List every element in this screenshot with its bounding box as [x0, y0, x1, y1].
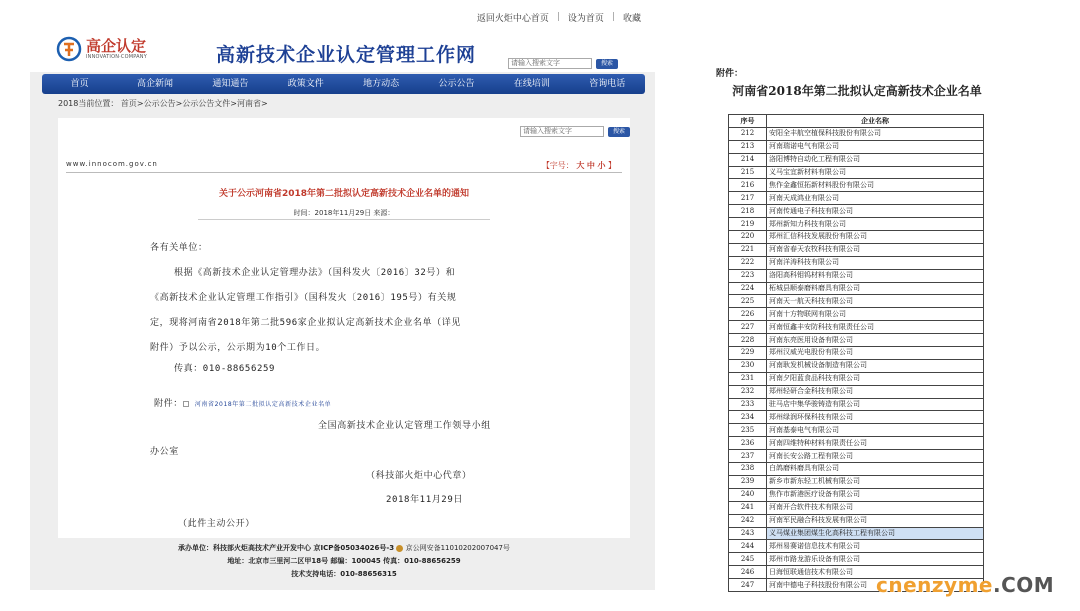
divider: [66, 172, 622, 173]
table-row: [729, 295, 984, 308]
table-row: [729, 205, 984, 218]
table-row: [729, 140, 984, 153]
fax-number: 传真：010-88656259: [174, 364, 276, 374]
site-footer: [58, 538, 630, 590]
website-screenshot: [30, 6, 655, 590]
table-row: [729, 308, 984, 321]
company-name: 洛阳博特自动化工程有限公司: [767, 153, 984, 166]
table-row: [729, 385, 984, 398]
content-search: [520, 126, 630, 137]
breadcrumb: 2018当前位置： 首页>公示公告>公示公告文件>河南省>: [58, 99, 268, 108]
document-title: 河南省2018年第二批拟认定高新技术企业名单: [732, 84, 982, 98]
image-icon: [183, 401, 189, 407]
row-number: 216: [729, 179, 767, 192]
row-number: 220: [729, 231, 767, 244]
logo-text: 高企认定: [86, 36, 147, 55]
table-row: [729, 347, 984, 360]
footer-line: 承办单位：科技部火炬高技术产业开发中心 京ICP备05034026号-3 京公网安备11010202007047号: [178, 544, 510, 552]
row-number: 230: [729, 359, 767, 372]
police-badge-icon: [396, 545, 403, 552]
company-name: 焦作市新港医疗设备有限公司: [767, 488, 984, 501]
table-row: [729, 192, 984, 205]
article-url: www.innocom.gov.cn: [66, 160, 158, 168]
font-size-large[interactable]: 大: [576, 161, 585, 170]
table-row: [729, 501, 984, 514]
attachment-label: 附件：: [716, 69, 744, 79]
row-number: 224: [729, 282, 767, 295]
header-search-button[interactable]: 搜索: [596, 59, 618, 69]
table-row: [729, 321, 984, 334]
company-name: 河南天一航天科技有限公司: [767, 295, 984, 308]
company-name: 河南夕阳蓝食品科技有限公司: [767, 372, 984, 385]
row-number: 218: [729, 205, 767, 218]
company-list-table: [728, 114, 984, 592]
header-search-input[interactable]: 请输入搜索文字: [508, 58, 592, 69]
signature-date: 2018年11月29日: [386, 495, 463, 505]
article-title: 关于公示河南省2018年第二批拟认定高新技术企业名单的通知: [218, 189, 470, 199]
font-size-control: 【字号： 大 中 小 】: [541, 161, 616, 170]
table-row: [729, 463, 984, 476]
company-name: 河南恒鑫丰安防科技有限责任公司: [767, 321, 984, 334]
company-name: 义马煤业集团煤生化高科技工程有限公司: [767, 527, 984, 540]
table-row: [729, 359, 984, 372]
bookmark-link[interactable]: 收藏: [622, 13, 641, 24]
body-paragraph: 定，现将河南省2018年第二批596家企业拟认定高新技术企业名单（详见: [150, 318, 461, 328]
company-name: 河南传通电子科技有限公司: [767, 205, 984, 218]
row-number: 243: [729, 527, 767, 540]
row-number: 239: [729, 475, 767, 488]
content-search-button[interactable]: 搜索: [608, 127, 630, 137]
nav-item-notices[interactable]: 通知通告: [212, 79, 249, 89]
set-homepage-link[interactable]: 设为首页: [567, 13, 604, 24]
table-row: [729, 243, 984, 256]
nav-item-policies[interactable]: 政策文件: [287, 79, 324, 89]
table-row: [729, 437, 984, 450]
article-meta: 时间：2018年11月29日 来源：: [293, 209, 395, 217]
salutation: 各有关单位：: [150, 243, 208, 253]
company-name: 河南开合软件技术有限公司: [767, 501, 984, 514]
row-number: 227: [729, 321, 767, 334]
company-name: 安阳全丰航空植保科技股份有限公司: [767, 127, 984, 140]
table-row: [729, 540, 984, 553]
table-row: [729, 398, 984, 411]
nav-item-contact[interactable]: 咨询电话: [589, 79, 626, 89]
company-name: 河南瑞诺电气有限公司: [767, 140, 984, 153]
row-number: 212: [729, 127, 767, 140]
table-header-row: [729, 115, 984, 128]
row-number: 219: [729, 218, 767, 231]
site-header: [30, 28, 655, 72]
table-row: [729, 450, 984, 463]
table-row: [729, 514, 984, 527]
table-row: [729, 179, 984, 192]
table-row: [729, 553, 984, 566]
attachment-document: [712, 60, 1012, 600]
row-number: 232: [729, 385, 767, 398]
font-size-small[interactable]: 小: [597, 161, 606, 170]
company-name: 河南四维特种材料有限责任公司: [767, 437, 984, 450]
company-name: 河南省春天农牧科技有限公司: [767, 243, 984, 256]
site-title: 高新技术企业认定管理工作网: [216, 44, 477, 66]
row-number: 223: [729, 269, 767, 282]
divider: [198, 219, 490, 220]
company-name: 焦作金鑫恒拓新材料股份有限公司: [767, 179, 984, 192]
footer-line: 技术支持电话：010-88656315: [291, 570, 397, 578]
attachment-row: 附件： 河南省2018年第二批拟认定高新技术企业名单: [154, 399, 332, 409]
company-name: 河南洋涛科技有限公司: [767, 256, 984, 269]
site-logo[interactable]: [56, 36, 147, 62]
row-number: 231: [729, 372, 767, 385]
company-name: 驻马店中集华骏铸造有限公司: [767, 398, 984, 411]
content-area: [58, 118, 630, 538]
attachment-link[interactable]: 河南省2018年第二批拟认定高新技术企业名单: [194, 401, 332, 408]
row-number: 225: [729, 295, 767, 308]
company-name: 河南十方物联网有限公司: [767, 308, 984, 321]
table-row: [729, 127, 984, 140]
table-row: [729, 372, 984, 385]
row-number: 221: [729, 243, 767, 256]
nav-item-home[interactable]: 首页: [70, 79, 89, 89]
font-size-medium[interactable]: 中: [586, 161, 595, 170]
table-row: [729, 411, 984, 424]
logo-subtext: INNOVATION·COMPANY: [86, 53, 147, 60]
company-name: 郑州新知力科技有限公司: [767, 218, 984, 231]
row-number: 226: [729, 308, 767, 321]
watermark: cnenzyme.COM: [876, 573, 1055, 597]
table-body: [729, 127, 984, 591]
nav-item-training[interactable]: 在线培训: [513, 79, 550, 89]
content-search-input[interactable]: 请输入搜索文字: [520, 126, 604, 137]
police-record-link[interactable]: 京公网安备11010202007047号: [405, 544, 510, 552]
table-row: [729, 282, 984, 295]
row-number: 240: [729, 488, 767, 501]
company-name: 河南基泰电气有限公司: [767, 424, 984, 437]
company-name: 白鸽磨料磨具有限公司: [767, 463, 984, 476]
company-name: 河南军民融合科技发展有限公司: [767, 514, 984, 527]
row-number: 235: [729, 424, 767, 437]
company-name: 郑州绿润环保科技有限公司: [767, 411, 984, 424]
header-search: [508, 58, 618, 69]
article-panel: [58, 156, 630, 538]
public-note: （此件主动公开）: [178, 519, 255, 529]
nav-item-news[interactable]: 高企新闻: [137, 79, 174, 89]
company-name: 河南中德电子科技股份有限公司: [767, 579, 984, 592]
top-links-bar: 返回火炬中心首页 | 设为首页 | 收藏: [30, 6, 655, 28]
table-row: [729, 488, 984, 501]
company-name: 新乡市新东轻工机械有限公司: [767, 475, 984, 488]
column-header-no: 序号: [729, 115, 767, 128]
signature-office: 办公室: [150, 447, 179, 457]
row-number: 213: [729, 140, 767, 153]
company-name: 郑州轻研合金科技有限公司: [767, 385, 984, 398]
home-return-link[interactable]: 返回火炬中心首页: [476, 13, 549, 24]
table-row: [729, 218, 984, 231]
row-number: 228: [729, 334, 767, 347]
row-number: 245: [729, 553, 767, 566]
row-number: 241: [729, 501, 767, 514]
table-row: [729, 153, 984, 166]
row-number: 215: [729, 166, 767, 179]
row-number: 214: [729, 153, 767, 166]
row-number: 236: [729, 437, 767, 450]
row-number: 217: [729, 192, 767, 205]
table-row: [729, 527, 984, 540]
table-row: [729, 334, 984, 347]
footer-line: 地址：北京市三里河二区甲18号 邮编：100045 传真：010-88656259: [227, 557, 461, 565]
company-name: 义马宝宜新材料有限公司: [767, 166, 984, 179]
table-row: [729, 166, 984, 179]
table-row: [729, 231, 984, 244]
row-number: 246: [729, 566, 767, 579]
row-number: 234: [729, 411, 767, 424]
row-number: 222: [729, 256, 767, 269]
logo-icon: [56, 36, 82, 62]
company-name: 河南东亮医用设备有限公司: [767, 334, 984, 347]
row-number: 229: [729, 347, 767, 360]
company-name: 洛阳高科钼钨材料有限公司: [767, 269, 984, 282]
company-name: 郑州易赛诺信息技术有限公司: [767, 540, 984, 553]
company-name: 河南长安公路工程有限公司: [767, 450, 984, 463]
company-name: 河南天成鸿业有限公司: [767, 192, 984, 205]
table-row: [729, 256, 984, 269]
company-name: 郑州汇信科技发展股份有限公司: [767, 231, 984, 244]
company-name: 河南耿发机械设备制造有限公司: [767, 359, 984, 372]
nav-item-local[interactable]: 地方动态: [363, 79, 400, 89]
row-number: 233: [729, 398, 767, 411]
signature-seal: （科技部火炬中心代章）: [366, 471, 472, 481]
body-paragraph: 《高新技术企业认定管理工作指引》（国科发火〔2016〕195号）有关规: [150, 293, 457, 303]
signature-org: 全国高新技术企业认定管理工作领导小组: [318, 421, 491, 431]
table-row: [729, 424, 984, 437]
row-number: 242: [729, 514, 767, 527]
body-paragraph: 附件）予以公示，公示期为10个工作日。: [150, 343, 326, 353]
main-nav: [42, 74, 645, 94]
company-name: 郑州市路龙游乐设备有限公司: [767, 553, 984, 566]
table-row: [729, 269, 984, 282]
row-number: 247: [729, 579, 767, 592]
body-paragraph: 根据《高新技术企业认定管理办法》（国科发火〔2016〕32号）和: [174, 268, 456, 278]
row-number: 244: [729, 540, 767, 553]
row-number: 237: [729, 450, 767, 463]
company-name: 郑州汉威光电股份有限公司: [767, 347, 984, 360]
column-header-name: 企业名称: [767, 115, 984, 128]
company-name: 日海恒联通信技术有限公司: [767, 566, 984, 579]
nav-item-announcements[interactable]: 公示公告: [438, 79, 475, 89]
table-row: [729, 475, 984, 488]
row-number: 238: [729, 463, 767, 476]
company-name: 柘城县顺泰磨料磨具有限公司: [767, 282, 984, 295]
